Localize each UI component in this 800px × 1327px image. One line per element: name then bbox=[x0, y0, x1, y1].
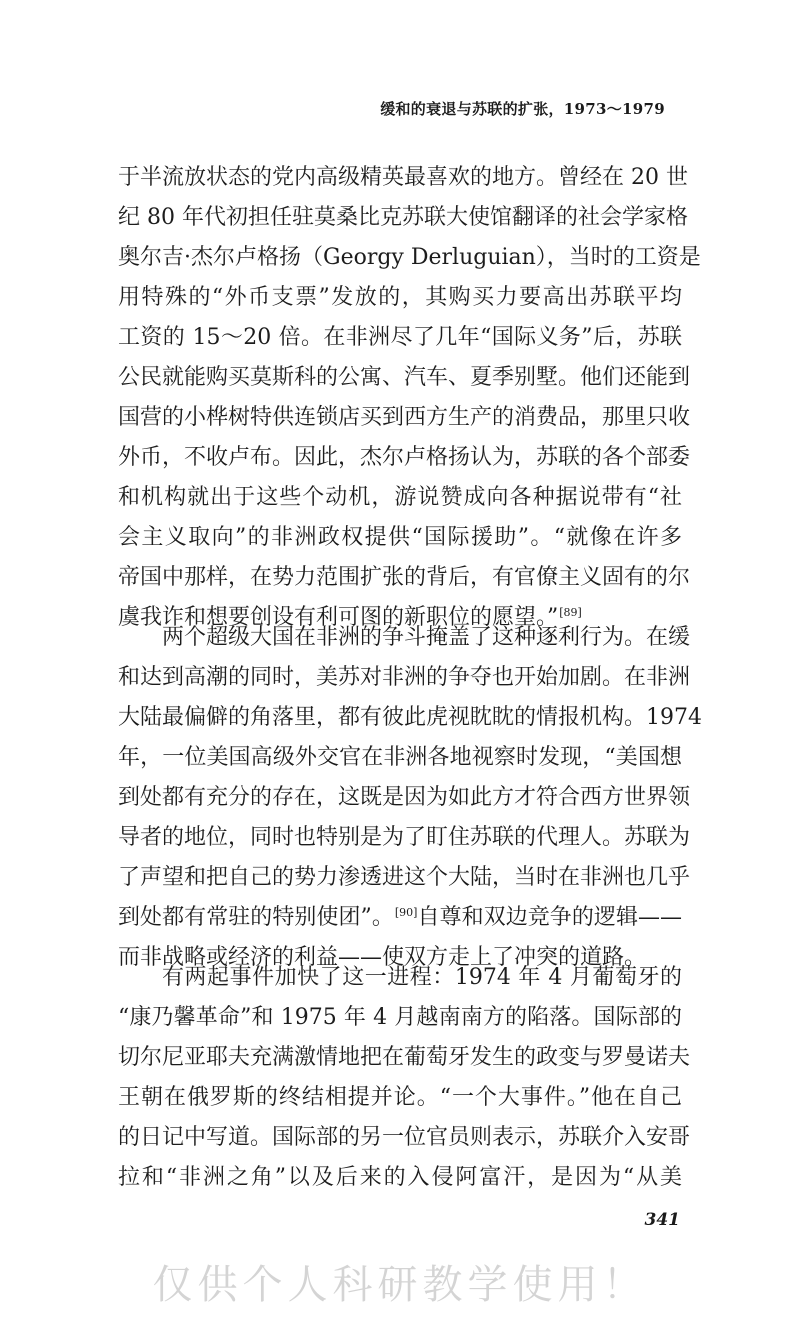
text-line: 两个超级大国在非洲的争斗掩盖了这种逐利行为。在缓 bbox=[162, 625, 691, 650]
text-line: 到处都有充分的存在，这既是因为如此方才符合西方世界领 bbox=[118, 785, 691, 810]
text-line: 会主义取向”的非洲政权提供“国际援助”。“就像在许多 bbox=[118, 525, 682, 550]
text-line-content: 到处都有常驻的特别使团”。 bbox=[118, 905, 394, 930]
paragraph-2 bbox=[118, 618, 702, 978]
text-line-content: 自尊和双边竞争的逻辑—— bbox=[417, 905, 682, 930]
paragraph-3 bbox=[118, 958, 691, 1198]
watermark: 仅供个人科研教学使用！ bbox=[152, 1262, 648, 1308]
text-line: 于半流放状态的党内高级精英最喜欢的地方。曾经在 20 世 bbox=[118, 165, 688, 190]
text-line: 了声望和把自己的势力渗透进这个大陆，当时在非洲也几乎 bbox=[118, 865, 691, 890]
text-line: 大陆最偏僻的角落里，都有彼此虎视眈眈的情报机构。1974 bbox=[118, 705, 702, 730]
paragraph-1 bbox=[118, 158, 701, 638]
text-line: 年，一位美国高级外交官在非洲各地视察时发现，“美国想 bbox=[118, 745, 682, 770]
text-line: 而非战略或经济的利益——使双方走上了冲突的道路。 bbox=[118, 945, 647, 970]
text-line: 导者的地位，同时也特别是为了盯住苏联的代理人。苏联为 bbox=[118, 825, 691, 850]
text-line: 国营的小桦树特供连锁店买到西方生产的消费品，那里只收 bbox=[118, 405, 691, 430]
footnote-reference[interactable]: [90] bbox=[394, 905, 418, 919]
text-line: 外币，不收卢布。因此，杰尔卢格扬认为，苏联的各个部委 bbox=[118, 445, 691, 470]
text-line: 工资的 15～20 倍。在非洲尽了几年“国际义务”后，苏联 bbox=[118, 325, 682, 350]
text-line: 和达到高潮的同时，美苏对非洲的争夺也开始加剧。在非洲 bbox=[118, 665, 691, 690]
page-number: 341 bbox=[644, 1210, 680, 1230]
text-line bbox=[118, 898, 682, 938]
text-line: 奥尔吉·杰尔卢格扬（Georgy Derluguian），当时的工资是 bbox=[118, 245, 701, 270]
text-line: 用特殊的“外币支票”发放的，其购买力要高出苏联平均 bbox=[118, 285, 682, 310]
text-line: 切尔尼亚耶夫充满激情地把在葡萄牙发生的政变与罗曼诺夫 bbox=[118, 1045, 691, 1070]
footnote-reference[interactable]: [89] bbox=[559, 605, 582, 619]
text-line: 纪 80 年代初担任驻莫桑比克苏联大使馆翻译的社会学家格 bbox=[118, 205, 688, 230]
text-line: 拉和“非洲之角”以及后来的入侵阿富汗，是因为“从美 bbox=[118, 1165, 682, 1190]
text-line: 和机构就出于这些个动机，游说赞成向各种据说带有“社 bbox=[118, 485, 682, 510]
text-line-content: 虞我诈和想要创设有利可图的新职位的愿望。” bbox=[118, 605, 559, 630]
text-line: 帝国中那样，在势力范围扩张的背后，有官僚主义固有的尔 bbox=[118, 565, 691, 590]
text-line: 有两起事件加快了这一进程：1974 年 4 月葡萄牙的 bbox=[162, 965, 682, 990]
text-line: 的日记中写道。国际部的另一位官员则表示，苏联介入安哥 bbox=[118, 1125, 691, 1150]
text-line: 王朝在俄罗斯的终结相提并论。“一个大事件。”他在自己 bbox=[118, 1085, 682, 1110]
running-header: 缓和的衰退与苏联的扩张，1973～1979 bbox=[380, 100, 665, 118]
text-line: “康乃馨革命”和 1975 年 4 月越南南方的陷落。国际部的 bbox=[118, 1005, 682, 1030]
text-line: 公民就能购买莫斯科的公寓、汽车、夏季别墅。他们还能到 bbox=[118, 365, 691, 390]
